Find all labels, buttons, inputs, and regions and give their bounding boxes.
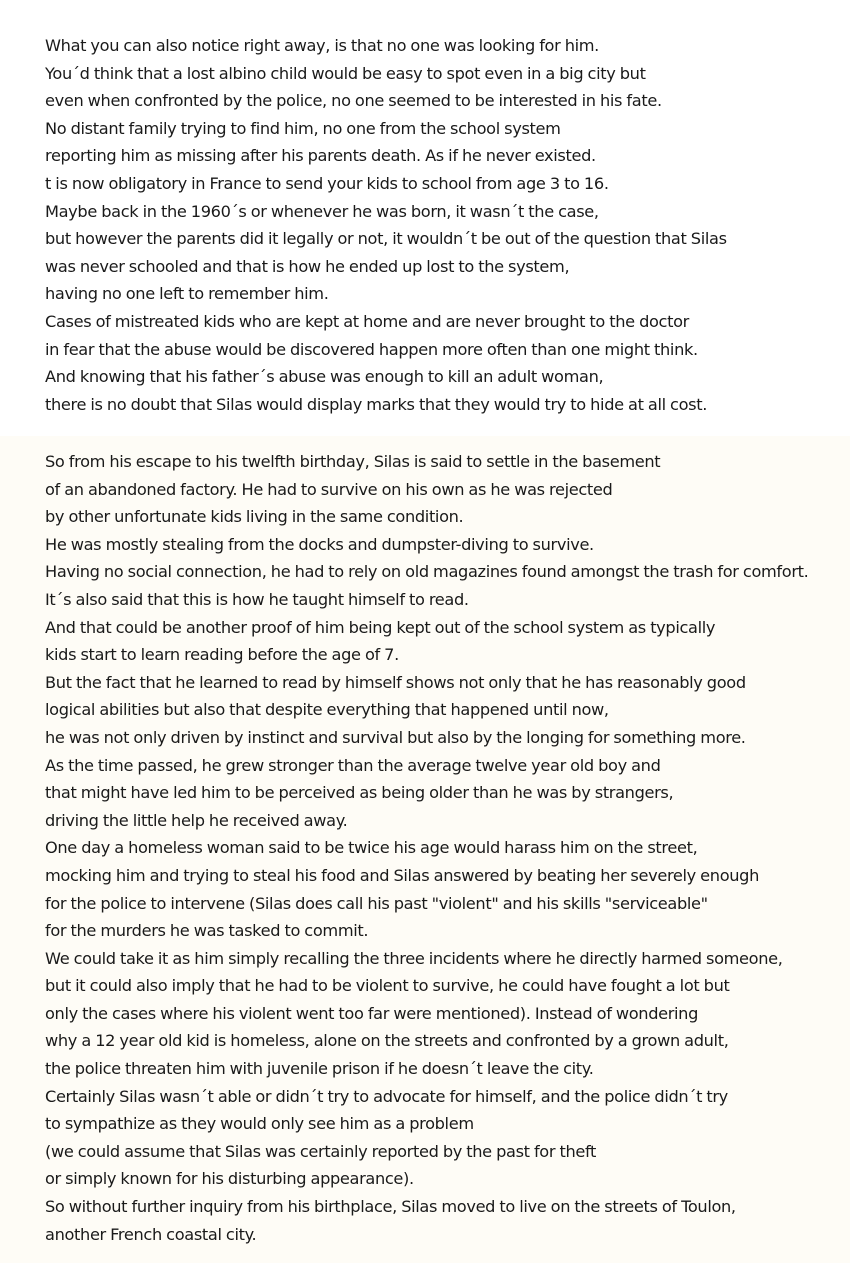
text-line: Having no social connection, he had to rely on old magazines found amongst the trash for comfort.	[45, 562, 809, 582]
text-line: only the cases where his violent went too far were mentioned). Instead of wondering	[45, 1003, 699, 1023]
text-line: was never schooled and that is how he ended up lost to the system,	[45, 256, 570, 276]
text-line: One day a homeless woman said to be twice his age would harass him on the street,	[45, 838, 698, 858]
text-line: And knowing that his father´s abuse was enough to kill an adult woman,	[45, 367, 604, 387]
text-line: the police threaten him with juvenile prison if he doesn´t leave the city.	[45, 1059, 594, 1079]
text-line: t is now obligatory in France to send your kids to school from age 3 to 16.	[45, 173, 609, 193]
text-line: why a 12 year old kid is homeless, alone on the streets and confronted by a grown adult,	[45, 1031, 729, 1051]
text-line: Cases of mistreated kids who are kept at home and are never brought to the doctor	[45, 311, 689, 331]
text-line: driving the little help he received away.	[45, 810, 348, 830]
text-line: (we could assume that Silas was certainly reported by the past for theft	[45, 1141, 597, 1161]
text-line: but however the parents did it legally or not, it wouldn´t be out of the question that Silas	[45, 229, 727, 249]
text-line: You´d think that a lost albino child would be easy to spot even in a big city but	[45, 63, 646, 83]
text-line: logical abilities but also that despite everything that happened until now,	[45, 700, 609, 720]
text-line: but it could also imply that he had to be violent to survive, he could have fought a lot but	[45, 976, 730, 996]
text-line: As the time passed, he grew stronger than the average twelve year old boy and	[45, 755, 661, 775]
text-line: But the fact that he learned to read by himself shows not only that he has reasonably good	[45, 672, 746, 692]
text-line: having no one left to remember him.	[45, 284, 329, 304]
text-line: there is no doubt that Silas would display marks that they would try to hide at all cost.	[45, 394, 708, 414]
text-line: he was not only driven by instinct and survival but also by the longing for something more.	[45, 727, 746, 747]
text-line: of an abandoned factory. He had to survive on his own as he was rejected	[45, 479, 613, 499]
text-line: for the murders he was tasked to commit.	[45, 921, 369, 941]
text-line: by other unfortunate kids living in the same condition.	[45, 507, 464, 527]
text-line: another French coastal city.	[45, 1224, 257, 1244]
text-line: Maybe back in the 1960´s or whenever he was born, it wasn´t the case,	[45, 201, 599, 221]
text-line: reporting him as missing after his parents death. As if he never existed.	[45, 146, 596, 166]
text-line: What you can also notice right away, is that no one was looking for him.	[45, 36, 599, 55]
text-line: So from his escape to his twelfth birthday, Silas is said to settle in the basement	[45, 452, 661, 471]
text-line: that might have led him to be perceived as being older than he was by strangers,	[45, 783, 674, 803]
text-section-2	[0, 436, 850, 1263]
text-line: Certainly Silas wasn´t able or didn´t try to advocate for himself, and the police didn´t try	[45, 1086, 728, 1106]
text-section-1	[0, 0, 850, 436]
text-line: for the police to intervene (Silas does call his past "violent" and his skills "serviceable"	[45, 893, 708, 913]
text-line: And that could be another proof of him being kept out of the school system as typically	[45, 617, 716, 637]
text-line: mocking him and trying to steal his food and Silas answered by beating her severely enough	[45, 865, 760, 885]
text-line: or simply known for his disturbing appearance).	[45, 1169, 414, 1189]
text-line: It´s also said that this is how he taught himself to read.	[45, 589, 469, 609]
text-line: to sympathize as they would only see him as a problem	[45, 1114, 474, 1134]
text-line: So without further inquiry from his birthplace, Silas moved to live on the streets of Toulon,	[45, 1197, 736, 1217]
text-line: No distant family trying to find him, no one from the school system	[45, 118, 561, 138]
text-line: He was mostly stealing from the docks and dumpster-diving to survive.	[45, 534, 594, 554]
text-line: kids start to learn reading before the age of 7.	[45, 645, 399, 665]
text-line: We could take it as him simply recalling the three incidents where he directly harmed someone,	[45, 948, 783, 968]
text-line: in fear that the abuse would be discovered happen more often than one might think.	[45, 339, 698, 359]
text-line: even when confronted by the police, no one seemed to be interested in his fate.	[45, 91, 662, 111]
